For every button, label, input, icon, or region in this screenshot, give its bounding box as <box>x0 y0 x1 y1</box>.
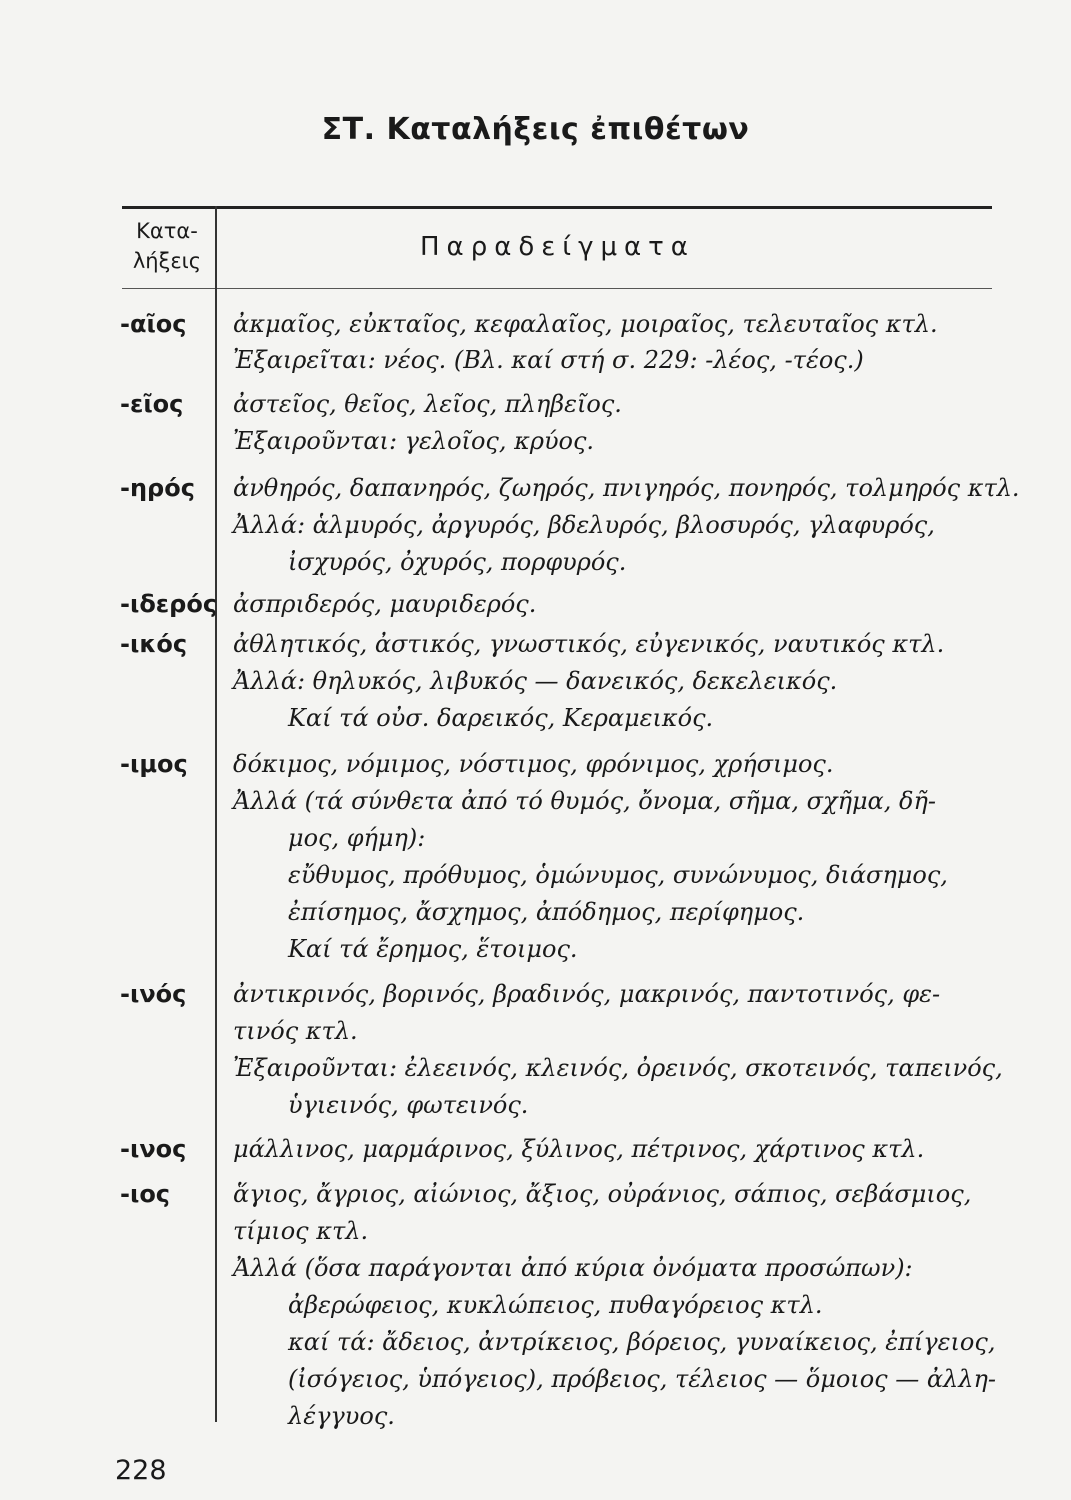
ending-label: -ιος <box>120 1180 171 1208</box>
example-line: Ἀλλά (τά σύνθετα ἀπό τό θυμός, ὄνομα, σῆμα, σχῆμα, δῆ- <box>233 787 936 815</box>
example-line: Καί τά οὐσ. δαρεικός, Κεραμεικός. <box>288 704 714 732</box>
column-divider <box>215 206 217 1422</box>
ending-label: -ιμος <box>120 750 188 778</box>
ending-label: -ικός <box>120 630 188 658</box>
example-line: Ἐξαιροῦνται: ἐλεεινός, κλεινός, ὀρεινός, σκοτεινός, ταπεινός, <box>233 1054 1003 1082</box>
ending-label: -ινος <box>120 1135 187 1163</box>
column-header-endings-line2: λήξεις <box>132 249 202 273</box>
example-line: Ἀλλά (ὅσα παράγονται ἀπό κύρια ὀνόματα προσώπων): <box>233 1254 913 1282</box>
table-header-rule <box>122 288 992 289</box>
example-line: ὑγιεινός, φωτεινός. <box>288 1091 529 1119</box>
column-header-endings <box>122 216 212 276</box>
example-line: δόκιμος, νόμιμος, νόστιμος, φρόνιμος, χρήσιμος. <box>233 750 834 778</box>
ending-label: -εῖος <box>120 390 184 418</box>
table-top-rule <box>122 206 992 209</box>
example-line: μάλλινος, μαρμάρινος, ξύλινος, πέτρινος, χάρτινος κτλ. <box>233 1135 925 1163</box>
ending-label: -ινός <box>120 980 187 1008</box>
ending-label: -ιδερός <box>120 590 218 618</box>
example-line: ἀκμαῖος, εὐκταῖος, κεφαλαῖος, μοιραῖος, τελευταῖος κτλ. <box>233 310 938 338</box>
page-number: 228 <box>115 1455 167 1486</box>
example-line: τινός κτλ. <box>233 1017 358 1045</box>
example-line: Καί τά ἔρημος, ἕτοιμος. <box>288 935 578 963</box>
example-line: τίμιος κτλ. <box>233 1217 369 1245</box>
column-header-examples: Παραδείγματα <box>420 232 695 262</box>
example-line: ἀσπριδερός, μαυριδερός. <box>233 590 537 618</box>
ending-label: -αῖος <box>120 310 187 338</box>
example-line: εὔθυμος, πρόθυμος, ὁμώνυμος, συνώνυμος, διάσημος, <box>288 861 948 889</box>
example-line: Ἐξαιροῦνται: γελοῖος, κρύος. <box>233 427 595 455</box>
column-header-endings-line1: Κατα- <box>136 219 198 243</box>
example-line: μος, φήμη): <box>288 824 426 852</box>
example-line: ἰσχυρός, ὀχυρός, πορφυρός. <box>288 548 627 576</box>
example-line: ἐπίσημος, ἄσχημος, ἀπόδημος, περίφημος. <box>288 898 805 926</box>
example-line: ἀνθηρός, δαπανηρός, ζωηρός, πνιγηρός, πονηρός, τολμηρός κτλ. <box>233 474 1020 502</box>
example-line: ἀντικρινός, βορινός, βραδινός, μακρινός, παντοτινός, φε- <box>233 980 941 1008</box>
example-line: ἀθλητικός, ἀστικός, γνωστικός, εὐγενικός, ναυτικός κτλ. <box>233 630 945 658</box>
example-line: ἀβερώφειος, κυκλώπειος, πυθαγόρειος κτλ. <box>288 1291 823 1319</box>
example-line: ἀστεῖος, θεῖος, λεῖος, πληβεῖος. <box>233 390 622 418</box>
example-line: λέγγυος. <box>288 1402 395 1430</box>
ending-label: -ηρός <box>120 474 195 502</box>
example-line: Ἐξαιρεῖται: νέος. (Βλ. καί στή σ. 229: -λέος, -τέος.) <box>233 346 864 374</box>
example-line: (ἰσόγειος, ὑπόγειος), πρόβειος, τέλειος — ὅμοιος — ἀλλη- <box>288 1365 996 1393</box>
page-title: ΣΤ. Καταλήξεις ἐπιθέτων <box>321 112 750 147</box>
example-line: Ἀλλά: θηλυκός, λιβυκός — δανεικός, δεκελεικός. <box>233 667 838 695</box>
example-line: ἅγιος, ἄγριος, αἰώνιος, ἄξιος, οὐράνιος, σάπιος, σεβάσμιος, <box>233 1180 972 1208</box>
example-line: καί τά: ἄδειος, ἀντρίκειος, βόρειος, γυναίκειος, ἐπίγειος, <box>288 1328 996 1356</box>
example-line: Ἀλλά: ἁλμυρός, ἀργυρός, βδελυρός, βλοσυρός, γλαφυρός, <box>233 511 935 539</box>
